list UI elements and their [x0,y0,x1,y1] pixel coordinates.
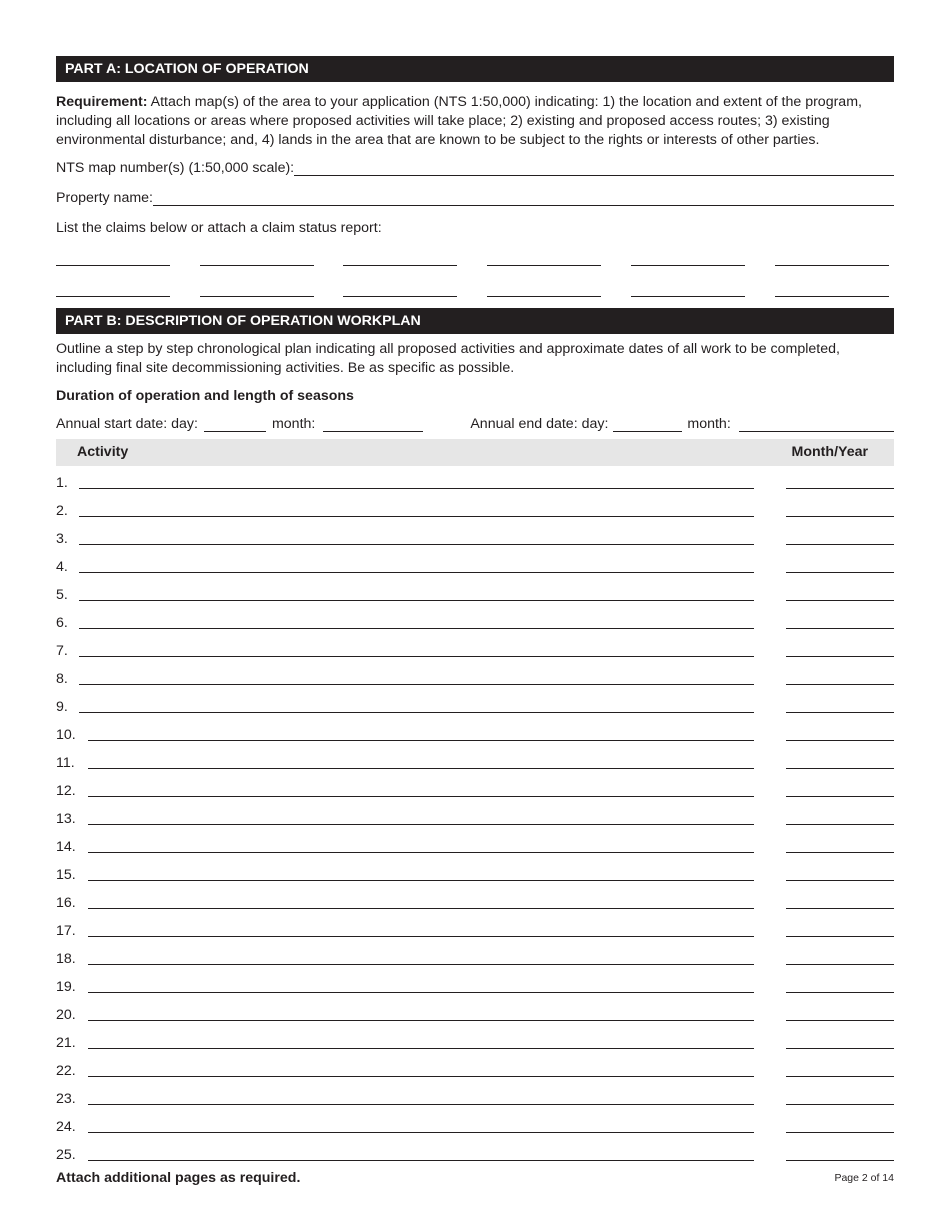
activity-row [56,691,894,713]
activity-row [56,859,894,881]
claim-input[interactable] [487,265,601,266]
start-month-input[interactable] [323,415,423,432]
month-year-input[interactable] [786,1048,894,1049]
activity-number: 20. [56,1007,76,1023]
activity-number: 6. [56,615,68,631]
additional-pages-note: Attach additional pages as required. [56,1170,301,1186]
activity-number: 13. [56,811,76,827]
activity-number: 12. [56,783,76,799]
activity-number: 2. [56,503,68,519]
month-year-input[interactable] [786,992,894,993]
month-year-input[interactable] [786,656,894,657]
month-year-input[interactable] [786,516,894,517]
activity-row [56,747,894,769]
start-day-input[interactable] [204,415,266,432]
activity-number: 18. [56,951,76,967]
activity-input[interactable] [88,1104,754,1105]
activity-row [56,1055,894,1077]
month-year-input[interactable] [786,488,894,489]
activity-number: 17. [56,923,76,939]
start-month-label: month: [271,416,316,432]
activity-input[interactable] [88,768,754,769]
part-a-header: PART A: LOCATION OF OPERATION [56,56,894,82]
activity-number: 9. [56,699,68,715]
month-year-column-header: Month/Year [791,444,868,460]
duration-heading: Duration of operation and length of seasons [56,388,354,404]
nts-map-field [56,159,894,176]
month-year-input[interactable] [786,768,894,769]
activity-input[interactable] [79,628,754,629]
month-year-input[interactable] [786,908,894,909]
claim-input[interactable] [775,296,889,297]
requirement-text: Attach map(s) of the area to your application (NTS 1:50,000) indicating: 1) the location and extent of the program, including all locations or areas where proposed activities will take place; 2) existing and proposed access routes; 3) existing environmental disturbance; and, 4) lands in the area that are known to be subject to the rights or interests of other parties. [56,94,862,148]
month-year-input[interactable] [786,964,894,965]
activity-input[interactable] [79,544,754,545]
activity-input[interactable] [88,1020,754,1021]
activity-input[interactable] [79,488,754,489]
activity-number: 15. [56,867,76,883]
claim-input[interactable] [200,296,314,297]
month-year-input[interactable] [786,712,894,713]
month-year-input[interactable] [786,936,894,937]
activity-input[interactable] [79,600,754,601]
activity-row [56,635,894,657]
page-number: Page 2 of 14 [834,1172,894,1184]
activity-number: 23. [56,1091,76,1107]
activity-number: 5. [56,587,68,603]
activity-input[interactable] [88,964,754,965]
activity-number: 8. [56,671,68,687]
month-year-input[interactable] [786,852,894,853]
part-b-header: PART B: DESCRIPTION OF OPERATION WORKPLAN [56,308,894,334]
activity-row [56,775,894,797]
activity-number: 19. [56,979,76,995]
claim-input[interactable] [343,265,457,266]
activity-input[interactable] [88,740,754,741]
property-name-input[interactable] [153,189,894,206]
activity-input[interactable] [79,656,754,657]
activity-input[interactable] [79,712,754,713]
month-year-input[interactable] [786,1020,894,1021]
activity-input[interactable] [88,936,754,937]
activity-row [56,495,894,517]
claims-instructions: List the claims below or attach a claim status report: [56,220,382,236]
nts-map-label: NTS map number(s) (1:50,000 scale): [56,160,295,176]
activity-row [56,971,894,993]
month-year-input[interactable] [786,824,894,825]
activity-number: 14. [56,839,76,855]
end-month-label: month: [687,416,731,432]
workplan-intro: Outline a step by step chronological plan indicating all proposed activities and approximate dates of all work to be completed, including final site decommissioning activities. Be as specific as possible. [56,341,840,376]
activity-row [56,887,894,909]
activity-number: 11. [56,755,75,771]
month-year-input[interactable] [786,544,894,545]
activity-row [56,523,894,545]
claim-input[interactable] [631,265,745,266]
activity-row [56,915,894,937]
activity-input[interactable] [79,516,754,517]
activity-row [56,999,894,1021]
property-name-label: Property name: [56,190,153,206]
claim-input[interactable] [487,296,601,297]
month-year-input[interactable] [786,600,894,601]
activity-input[interactable] [88,992,754,993]
activity-number: 7. [56,643,68,659]
end-day-input[interactable] [613,415,682,432]
claim-input[interactable] [200,265,314,266]
month-year-input[interactable] [786,1076,894,1077]
activity-input[interactable] [79,572,754,573]
claim-input[interactable] [631,296,745,297]
activity-number: 21. [56,1035,76,1051]
month-year-input[interactable] [786,684,894,685]
activity-number: 4. [56,559,68,575]
activity-input[interactable] [79,684,754,685]
activity-input[interactable] [88,1048,754,1049]
activity-input[interactable] [88,880,754,881]
activity-row [56,803,894,825]
month-year-input[interactable] [786,628,894,629]
activity-row [56,663,894,685]
activity-number: 10. [56,727,76,743]
month-year-input[interactable] [786,880,894,881]
activity-input[interactable] [88,796,754,797]
activity-number: 25. [56,1147,76,1163]
claim-input[interactable] [56,296,170,297]
claim-input[interactable] [775,265,889,266]
claim-input[interactable] [343,296,457,297]
activity-input[interactable] [88,1076,754,1077]
month-year-input[interactable] [786,740,894,741]
activity-input[interactable] [88,824,754,825]
activity-row [56,1083,894,1105]
activity-column-header: Activity [77,444,129,460]
end-day-label: Annual end date: day: [470,416,609,432]
activity-row [56,1139,894,1161]
requirement-paragraph [56,93,894,150]
activity-number: 22. [56,1063,76,1079]
activity-number: 24. [56,1119,76,1135]
month-year-input[interactable] [786,1132,894,1133]
month-year-input[interactable] [786,1104,894,1105]
requirement-label: Requirement: [56,94,148,110]
activity-number: 16. [56,895,76,911]
activity-input[interactable] [88,852,754,853]
activity-row [56,1111,894,1133]
activity-number: 3. [56,531,68,547]
activity-row [56,551,894,573]
activity-number: 1. [56,475,68,491]
nts-map-input[interactable] [294,159,894,176]
season-dates-row [56,415,894,432]
activity-row [56,719,894,741]
activity-row [56,943,894,965]
end-month-input[interactable] [739,415,894,432]
start-day-label: Annual start date: day: [56,416,198,432]
month-year-input[interactable] [786,572,894,573]
activity-row [56,607,894,629]
property-name-field [56,189,894,206]
activity-row [56,831,894,853]
activity-table-header [56,439,894,466]
activity-input[interactable] [88,1132,754,1133]
activity-row [56,1027,894,1049]
month-year-input[interactable] [786,796,894,797]
month-year-input[interactable] [786,1160,894,1161]
activity-row [56,579,894,601]
claim-input[interactable] [56,265,170,266]
activity-row [56,467,894,489]
activity-input[interactable] [88,908,754,909]
activity-input[interactable] [88,1160,754,1161]
